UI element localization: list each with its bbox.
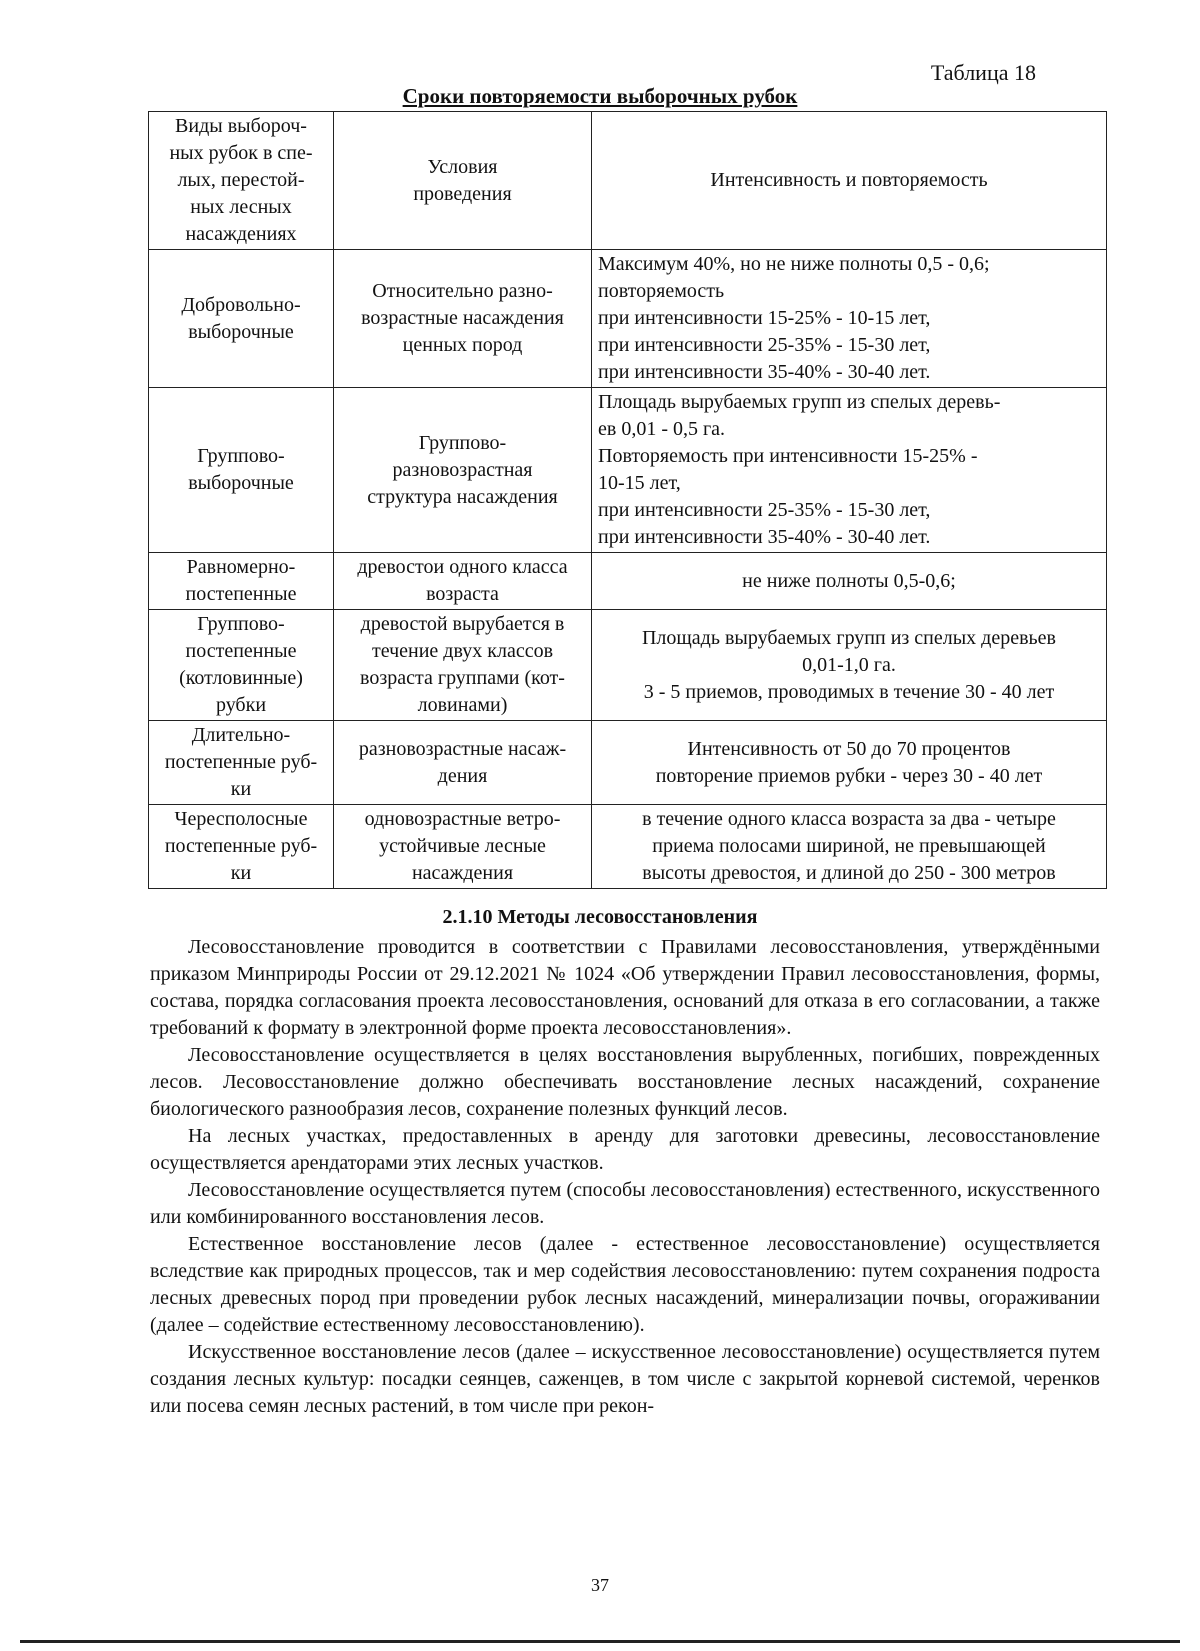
table-label: Таблица 18 (930, 60, 1036, 85)
intensity-cell (592, 553, 1107, 610)
cutting-type-cell (149, 610, 334, 721)
paragraph: Лесовосстановление проводится в соответствии с Правилами лесовосстановления, утверждёнными приказом Минприроды России от 29.12.2021 № 1024 «Об утверждении Правил лесовосстановления, формы, состава, порядка согласования проекта лесовосстановления, оснований для отказа в его согласовании, а также требований к формату в электронной форме проекта лесовосстановления». (150, 936, 1100, 1039)
cell-line: не ниже полноты 0,5-0,6; (742, 569, 956, 592)
cell-line: ки (230, 778, 252, 800)
cutting-type-cell (149, 553, 334, 610)
cell-line: Равномерно- (186, 556, 296, 578)
intensity-cell (592, 388, 1107, 553)
column-header (592, 112, 1107, 250)
cell-line: повторение приемов рубки - через 30 - 40 лет (655, 764, 1043, 787)
paragraph: Искусственное восстановление лесов (далее – искусственное лесовосстановление) осуществляется путем создания лесных культур: посадки сеянцев, саженцев, в том числе с закрытой корневой системой, черенков или посева семян лесных растений, в том числе при рекон- (150, 1341, 1100, 1417)
rotation-table (148, 111, 1107, 889)
cell-line: возрастные насаждения (361, 307, 564, 329)
table-row (149, 610, 1107, 721)
intensity-cell (592, 250, 1107, 388)
cell-line: возраста группами (кот- (360, 667, 565, 689)
cell-line: Площадь вырубаемых групп из спелых деревь- (598, 391, 1001, 413)
conditions-cell (334, 388, 592, 553)
intensity-cell (592, 721, 1107, 805)
cell-line: дения (437, 764, 488, 787)
cell-line: структура насаждения (367, 485, 558, 508)
cell-line: Интенсивность от 50 до 70 процентов (687, 737, 1011, 760)
cell-line: Условия (427, 155, 498, 178)
cell-line: Длительно- (191, 724, 291, 746)
cell-line: при интенсивности 35-40% - 30-40 лет. (598, 361, 931, 383)
cell-line: древостои одного класса (357, 556, 568, 578)
cell-line: при интенсивности 25-35% - 15-30 лет, (598, 499, 931, 521)
cell-line: устойчивые лесные (379, 835, 546, 857)
cell-line: Группово- (418, 431, 507, 454)
cell-line: в течение одного класса возраста за два - четыре (642, 808, 1056, 830)
cell-line: 3 - 5 приемов, проводимых в течение 30 - 40 лет (643, 680, 1055, 703)
cell-line: ценных пород (402, 334, 523, 356)
conditions-cell (334, 805, 592, 889)
table-title: Сроки повторяемости выборочных рубок (402, 84, 798, 108)
cell-line: Площадь вырубаемых групп из спелых деревьев (641, 626, 1056, 649)
cell-line: насаждениях (185, 223, 297, 245)
cutting-type-cell (149, 805, 334, 889)
table-row (149, 805, 1107, 889)
cell-line: древостой вырубается в (360, 613, 565, 635)
intensity-cell (592, 610, 1107, 721)
cell-line: ев 0,01 - 0,5 га. (598, 418, 726, 440)
cell-line: высоты древостоя, и длиной до 250 - 300 метров (642, 862, 1056, 884)
cell-line: приема полосами шириной, не превышающей (652, 835, 1046, 857)
cell-line: Интенсивность и повторяемость (710, 169, 988, 191)
cell-line: постепенные (185, 583, 297, 605)
cell-line: выборочные (188, 472, 294, 494)
conditions-cell (334, 250, 592, 388)
cell-line: ловинами) (417, 694, 508, 716)
cell-line: Группово- (197, 613, 285, 635)
cell-line: выборочные (188, 320, 294, 343)
cell-line: проведения (413, 182, 512, 205)
paragraph: На лесных участках, предоставленных в аренду для заготовки древесины, лесовосстановление осуществляется арендаторами этих лесных участков. (150, 1125, 1100, 1174)
cutting-type-cell (149, 721, 334, 805)
section-heading: 2.1.10 Методы лесовосстановления (442, 906, 758, 928)
cell-line: рубки (215, 694, 267, 716)
intensity-cell (592, 805, 1107, 889)
cell-line: (котловинные) (179, 667, 303, 689)
table-header-row (149, 112, 1107, 250)
paragraph: Естественное восстановление лесов (далее - естественное лесовосстановление) осуществляется вследствие как природных процессов, так и мер содействия лесовосстановлению: путем сохранения подроста лесных древесных пород при проведении рубок лесных насаждений, минерализации почвы, огораживании (далее – содействие естественному лесовосстановлению). (150, 1233, 1100, 1336)
cell-line: при интенсивности 15-25% - 10-15 лет, (598, 307, 931, 329)
cutting-type-cell (149, 388, 334, 553)
page-number: 37 (591, 1575, 609, 1595)
cell-line: одновозрастные ветро- (364, 808, 561, 830)
cutting-type-cell (149, 250, 334, 388)
paragraph: Лесовосстановление осуществляется в целях восстановления вырубленных, погибших, поврежденных лесов. Лесовосстановление должно обеспечивать восстановление лесных насаждений, сохранение биологического разнообразия лесов, сохранение полезных функций лесов. (150, 1044, 1100, 1120)
cell-line: Относительно разно- (372, 280, 553, 302)
column-header (334, 112, 592, 250)
cell-line: Виды выбороч- (175, 115, 307, 137)
paragraph: Лесовосстановление осуществляется путем (способы лесовосстановления) естественного, искусственного или комбинированного восстановления лесов. (150, 1179, 1100, 1228)
cell-line: насаждения (411, 862, 514, 884)
cell-line: 0,01-1,0 га. (802, 653, 896, 676)
cell-line: Повторяемость при интенсивности 15-25% - (598, 445, 978, 467)
table-row (149, 250, 1107, 388)
cell-line: постепенные руб- (164, 835, 318, 857)
cell-line: 10-15 лет, (598, 472, 681, 494)
cell-line: лых, перестой- (177, 169, 305, 191)
cell-line: течение двух классов (371, 640, 554, 662)
cell-line: при интенсивности 35-40% - 30-40 лет. (598, 526, 931, 548)
body-text (150, 934, 1100, 1420)
table-row (149, 721, 1107, 805)
cell-line: Группово- (197, 445, 285, 467)
cell-line: разновозрастная (392, 458, 533, 481)
cell-line: Добровольно- (181, 293, 301, 316)
table-row (149, 553, 1107, 610)
table-row (149, 388, 1107, 553)
cell-line: возраста (426, 583, 499, 605)
conditions-cell (334, 553, 592, 610)
cell-line: ных лесных (190, 196, 292, 218)
conditions-cell (334, 610, 592, 721)
conditions-cell (334, 721, 592, 805)
cell-line: Чересполосные (174, 808, 308, 830)
bottom-rule (20, 1640, 1180, 1643)
cell-line: постепенные (185, 640, 297, 662)
cell-line: разновозрастные насаж- (358, 737, 567, 760)
cell-line: ных рубок в спе- (169, 142, 313, 164)
cell-line: при интенсивности 25-35% - 15-30 лет, (598, 334, 931, 356)
column-header (149, 112, 334, 250)
cell-line: повторяемость (598, 280, 725, 302)
cell-line: ки (230, 862, 252, 884)
cell-line: Максимум 40%, но не ниже полноты 0,5 - 0,6; (598, 253, 990, 275)
cell-line: постепенные руб- (164, 751, 318, 773)
